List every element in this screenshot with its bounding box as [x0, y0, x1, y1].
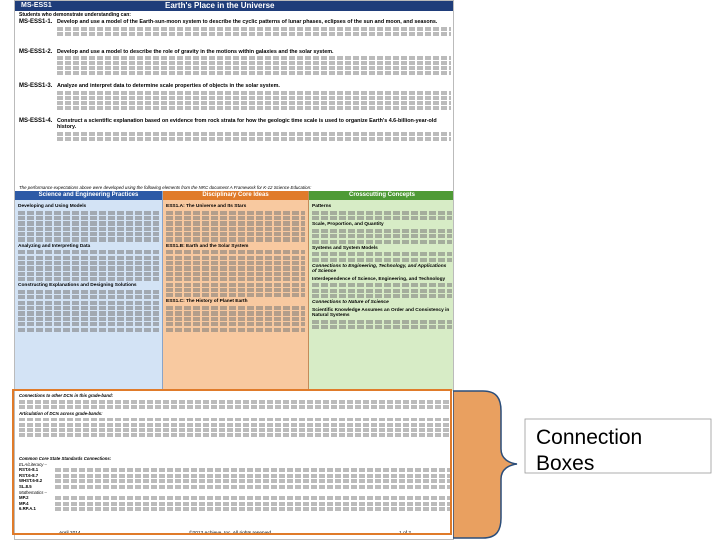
- students-line: Students who demonstrate understanding can:: [19, 12, 131, 18]
- footer-copyright: ©2013 Achieve, Inc. All rights reserved.: [189, 531, 273, 536]
- pe-id: MS-ESS1-1.: [19, 19, 53, 25]
- pe-clarification: [57, 90, 451, 116]
- core-idea-section-title: ESS1.A: The Universe and Its Stars: [166, 204, 247, 209]
- pe-clarification: [57, 26, 451, 47]
- ccss-code: RST.6-8.7: [19, 472, 39, 478]
- crosscutting-section-title: Connections to Engineering, Technology, and Applications of Science: [312, 263, 447, 275]
- math-label: Mathematics –: [19, 489, 47, 495]
- other-dcis-heading: Connections to other DCIs in this grade-band:: [19, 393, 114, 398]
- pe-id: MS-ESS1-4.: [19, 117, 53, 124]
- ccss-code: RST.6-8.1: [19, 467, 39, 473]
- core-ideas-heading: Disciplinary Core Ideas: [163, 191, 308, 200]
- practice-section-title: Analyzing and Interpreting Data: [18, 243, 91, 249]
- crosscutting-section-title: Scientific Knowledge Assumes an Order and Consistency in Natural Systems: [312, 307, 450, 318]
- standard-title: Earth's Place in the Universe: [165, 1, 275, 10]
- framework-note: The performance expectations above were developed using the following elements from the NRC document A Framework for K-12 Science Education:: [19, 185, 312, 190]
- crosscutting-column: [309, 191, 454, 391]
- performance-expectation: [19, 49, 451, 82]
- ela-label: ELA/Literacy –: [19, 461, 47, 467]
- performance-expectation: [19, 19, 451, 47]
- crosscutting-section-title: Scale, Proportion, and Quantity: [312, 222, 384, 228]
- practice-section-title: Constructing Explanations and Designing Solutions: [18, 283, 137, 289]
- document-banner: [15, 1, 454, 11]
- crosscutting-section-title: Systems and System Models: [312, 245, 378, 251]
- pe-text: Develop and use a model to describe the role of gravity in the motions within galaxies and the solar system.: [57, 48, 334, 55]
- ccss-code: 6.RP.A.1: [19, 506, 36, 512]
- ccss-heading: Common Core State Standards Connections:: [19, 456, 112, 461]
- pe-id: MS-ESS1-2.: [19, 48, 53, 55]
- performance-expectations: [19, 19, 451, 191]
- pe-text: Construct a scientific explanation based on evidence from rock strata for how the geologic time scale is used to organize Earth's 4.6-billion-year-old history.: [57, 117, 437, 131]
- pe-clarification: [57, 131, 451, 152]
- practices-heading: Science and Engineering Practices: [15, 191, 162, 200]
- callout-brace: [453, 391, 517, 538]
- callout-label: Connection Boxes: [536, 426, 643, 475]
- practice-section-title: Developing and Using Models: [18, 204, 87, 209]
- ccss-code: SL.8.5: [19, 483, 32, 489]
- crosscutting-heading: Crosscutting Concepts: [309, 191, 454, 200]
- articulation-heading: Articulation of DCIs across grade-bands:: [19, 410, 103, 416]
- ccss-code: WHST.6-8.2: [19, 478, 43, 484]
- crosscutting-section-title: Patterns: [312, 204, 332, 209]
- ccss-code: MP.2: [19, 495, 29, 501]
- core-idea-section-title: ESS1.B: Earth and the Solar System: [166, 243, 249, 249]
- pe-clarification: [57, 55, 451, 81]
- performance-expectation: [19, 118, 451, 152]
- pe-text: Analyze and interpret data to determine scale properties of objects in the solar system.: [57, 83, 280, 90]
- foundation-boxes: [15, 191, 454, 391]
- practices-column: [15, 191, 163, 391]
- footer-date: April 2014: [59, 531, 81, 536]
- performance-expectation: [19, 83, 451, 116]
- ccss-code: MP.4: [19, 500, 29, 506]
- standard-code: MS-ESS1: [21, 2, 52, 9]
- connection-boxes-highlight: [12, 389, 452, 535]
- pe-id: MS-ESS1-3.: [19, 83, 53, 90]
- pe-text: Develop and use a model of the Earth-sun-moon system to describe the cyclic patterns of lunar phases, eclipses of the sun and moon, and seasons.: [57, 19, 438, 25]
- footer-page-number: 1 of 2: [399, 531, 412, 536]
- crosscutting-section-title: Interdependence of Science, Engineering, and Technology: [312, 276, 446, 282]
- core-ideas-column: [163, 191, 309, 391]
- core-idea-section-title: ESS1.C: The History of Planet Earth: [166, 299, 248, 305]
- crosscutting-section-title: Connections to Nature of Science: [312, 300, 389, 306]
